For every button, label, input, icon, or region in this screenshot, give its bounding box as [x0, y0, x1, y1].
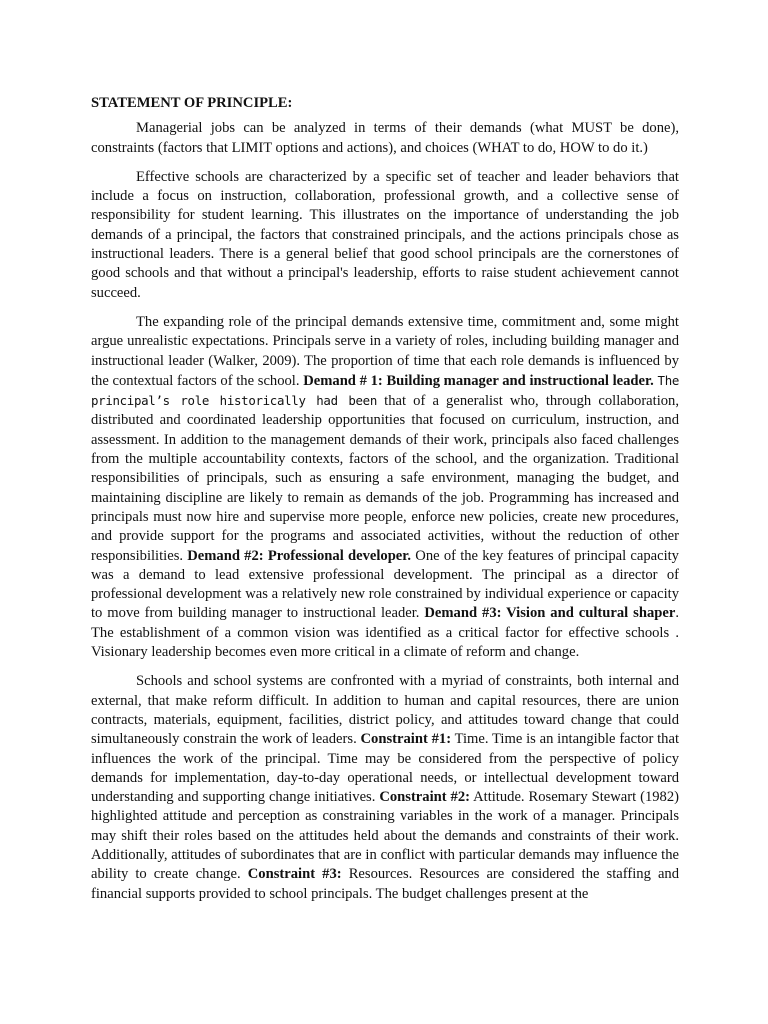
p4-text-2: Time. Time is an intangible factor that influences the work of the principal. Time may be considered from the perspective of policy demands for implementation, day-to-day operational needs, or intellectual development toward understanding and supporting change initiatives.: [91, 731, 680, 806]
paragraph-constraints: [91, 672, 679, 904]
paragraph-expanding-role: [91, 313, 679, 662]
p4-text-3: Attitude. Rosemary Stewart (1982) highlighted attitude and perception as constraining variables in the work of a manager. Principals may shift their roles based on the attitudes held about the demands and constraints of their work. Additionally, attitudes of subordinates that are in conflict with particular demands may influence the ability to create change.: [91, 789, 679, 883]
section-heading: STATEMENT OF PRINCIPLE:: [91, 95, 293, 111]
demand-3-label: Demand #3: Vision and cultural shaper: [424, 605, 676, 622]
constraint-1-label: Constraint #1:: [360, 731, 452, 748]
p4-text-4: Resources. Resources are considered the staffing and financial supports provided to school principals. The budget challenges present at the: [91, 866, 680, 902]
paragraph-managerial-jobs: Managerial jobs can be analyzed in terms of their demands (what MUST be done), constraints (factors that LIMIT options and actions), and choices (WHAT to do, HOW to do it.): [91, 120, 679, 156]
p3-text-3: One of the key features of principal capacity was a demand to lead extensive professional development. The principal as a director of professional development was a relatively new role constrained by individual experience or capacity to move from building manager to instructional leader.: [91, 547, 679, 622]
p4-text-1: Schools and school systems are confronted with a myriad of constraints, both internal and external, that make reform difficult. In addition to human and capital resources, there are union contracts, materials, equipment, facilities, district policy, and attitudes toward change that could simultaneously constrain the work of leaders.: [91, 673, 679, 748]
constraint-3-label: Constraint #3:: [247, 866, 342, 883]
demand-1-label: Demand # 1: Building manager and instructional leader.: [303, 372, 654, 389]
p3-alt-font-text: The principal’s role historically had been: [91, 372, 680, 409]
p3-text-1: The expanding role of the principal demands extensive time, commitment and, some might argue unrealistic expectations. Principals serve in a variety of roles, including building manager and instructional leader (Walker, 2009). The proportion of time that each role demands is influenced by the contextual factors of the school.: [91, 313, 679, 389]
paragraph-effective-schools: Effective schools are characterized by a specific set of teacher and leader behaviors that include a focus on instruction, collaboration, professional growth, and a collective sense of responsibility for student learning. This illustrates on the importance of understanding the job demands of a principal, the factors that constrained principals, and the actions principals chose as instructional leaders. There is a general belief that good school principals are the cornerstones of good schools and that without a principal's leadership, efforts to raise student achievement cannot succeed.: [91, 168, 679, 301]
p3-text-2: that of a generalist who, through collaboration, distributed and coordinated leadership opportunities that focused on curriculum, instruction, and assessment. In addition to the management demands of their work, principals also faced challenges from the multiple accountability contexts, factors of the school, and the organization. Traditional responsibilities of principals, such as ensuring a safe environment, managing the budget, and maintaining discipline are likely to remain as demands of the job. Programming has increased and principals must now hire and supervise more people, enforce new policies, create new procedures, and provide support for the programs and associated activities, without the reduction of other responsibilities.: [91, 393, 680, 564]
constraint-2-label: Constraint #2:: [379, 789, 470, 806]
p3-text-4: . The establishment of a common vision was identified as a critical factor for effective schools . Visionary leadership becomes even more critical in a climate of reform and change.: [91, 605, 679, 661]
demand-2-label: Demand #2: Professional developer.: [187, 547, 412, 564]
